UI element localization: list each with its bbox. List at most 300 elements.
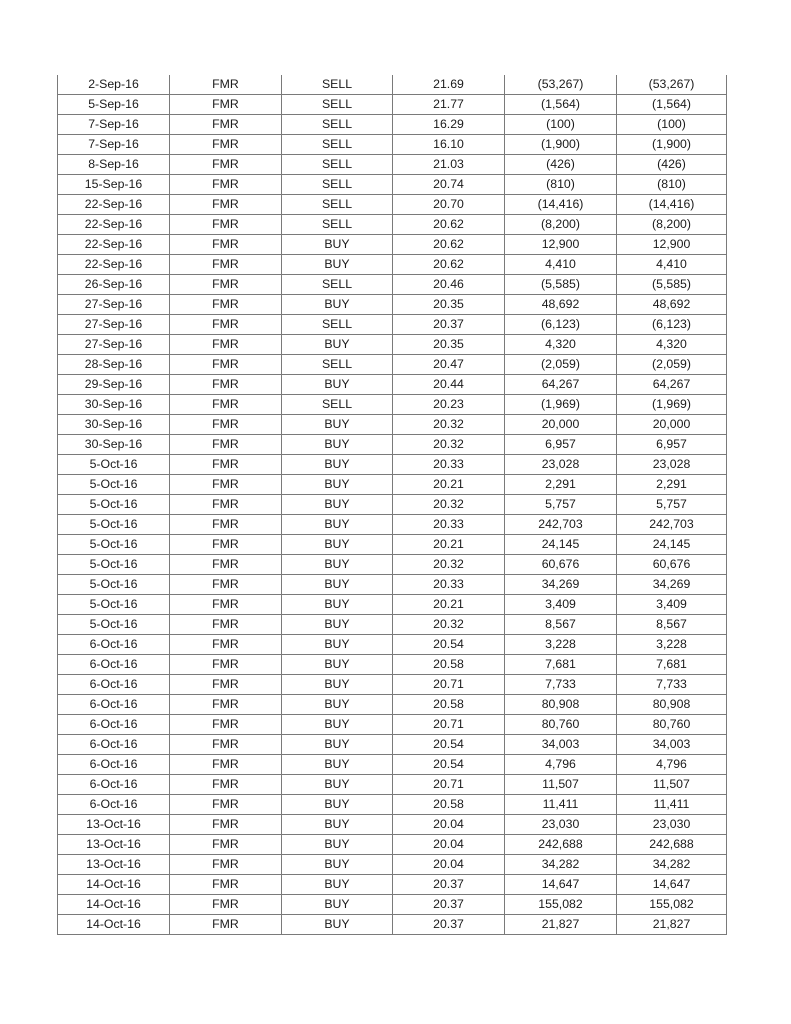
shares-change-total-cell: 80,760: [617, 715, 727, 735]
action-cell: SELL: [282, 215, 393, 235]
action-cell: SELL: [282, 155, 393, 175]
shares-change-total-cell: (1,900): [617, 135, 727, 155]
action-cell: BUY: [282, 255, 393, 275]
shares-change-total-cell: 60,676: [617, 555, 727, 575]
price-cell: 20.47: [393, 355, 505, 375]
action-cell: SELL: [282, 355, 393, 375]
table-row: [58, 115, 727, 135]
action-cell: BUY: [282, 575, 393, 595]
date-cell: 5-Oct-16: [58, 455, 170, 475]
shares-change-cell: 242,703: [505, 515, 617, 535]
date-cell: 6-Oct-16: [58, 655, 170, 675]
date-cell: 5-Oct-16: [58, 595, 170, 615]
holder-cell: FMR: [170, 515, 282, 535]
holder-cell: FMR: [170, 115, 282, 135]
table-row: [58, 575, 727, 595]
holder-cell: FMR: [170, 795, 282, 815]
holder-cell: FMR: [170, 195, 282, 215]
action-cell: BUY: [282, 655, 393, 675]
table-row: [58, 415, 727, 435]
action-cell: BUY: [282, 535, 393, 555]
date-cell: 5-Sep-16: [58, 95, 170, 115]
holder-cell: FMR: [170, 615, 282, 635]
date-cell: 29-Sep-16: [58, 375, 170, 395]
shares-change-total-cell: (53,267): [617, 75, 727, 95]
table-row: [58, 275, 727, 295]
price-cell: 20.62: [393, 235, 505, 255]
holder-cell: FMR: [170, 595, 282, 615]
action-cell: BUY: [282, 695, 393, 715]
holder-cell: FMR: [170, 875, 282, 895]
holder-cell: FMR: [170, 915, 282, 935]
price-cell: 20.04: [393, 855, 505, 875]
date-cell: 22-Sep-16: [58, 255, 170, 275]
date-cell: 22-Sep-16: [58, 235, 170, 255]
shares-change-total-cell: 80,908: [617, 695, 727, 715]
date-cell: 14-Oct-16: [58, 875, 170, 895]
shares-change-total-cell: 4,410: [617, 255, 727, 275]
table-row: [58, 335, 727, 355]
action-cell: BUY: [282, 735, 393, 755]
action-cell: BUY: [282, 915, 393, 935]
table-row: [58, 715, 727, 735]
date-cell: 6-Oct-16: [58, 675, 170, 695]
holder-cell: FMR: [170, 535, 282, 555]
holder-cell: FMR: [170, 835, 282, 855]
table-row: [58, 555, 727, 575]
table-row: [58, 835, 727, 855]
holder-cell: FMR: [170, 355, 282, 375]
shares-change-cell: 24,145: [505, 535, 617, 555]
shares-change-cell: 6,957: [505, 435, 617, 455]
transactions-table-body: [58, 75, 727, 935]
shares-change-cell: 11,507: [505, 775, 617, 795]
table-row: [58, 915, 727, 935]
price-cell: 20.04: [393, 815, 505, 835]
holder-cell: FMR: [170, 895, 282, 915]
date-cell: 7-Sep-16: [58, 115, 170, 135]
shares-change-total-cell: (426): [617, 155, 727, 175]
action-cell: BUY: [282, 875, 393, 895]
table-row: [58, 895, 727, 915]
price-cell: 20.37: [393, 915, 505, 935]
action-cell: BUY: [282, 515, 393, 535]
date-cell: 6-Oct-16: [58, 715, 170, 735]
action-cell: BUY: [282, 795, 393, 815]
shares-change-cell: (1,900): [505, 135, 617, 155]
holder-cell: FMR: [170, 155, 282, 175]
table-row: [58, 535, 727, 555]
shares-change-total-cell: 24,145: [617, 535, 727, 555]
shares-change-cell: 4,320: [505, 335, 617, 355]
table-row: [58, 675, 727, 695]
shares-change-total-cell: 7,681: [617, 655, 727, 675]
shares-change-total-cell: 34,269: [617, 575, 727, 595]
price-cell: 20.62: [393, 255, 505, 275]
table-row: [58, 235, 727, 255]
holder-cell: FMR: [170, 275, 282, 295]
holder-cell: FMR: [170, 215, 282, 235]
table-row: [58, 255, 727, 275]
shares-change-cell: (14,416): [505, 195, 617, 215]
holder-cell: FMR: [170, 135, 282, 155]
action-cell: SELL: [282, 95, 393, 115]
shares-change-cell: 34,282: [505, 855, 617, 875]
holder-cell: FMR: [170, 855, 282, 875]
action-cell: BUY: [282, 375, 393, 395]
holder-cell: FMR: [170, 395, 282, 415]
shares-change-cell: 23,028: [505, 455, 617, 475]
date-cell: 14-Oct-16: [58, 895, 170, 915]
shares-change-cell: 48,692: [505, 295, 617, 315]
shares-change-cell: 80,760: [505, 715, 617, 735]
shares-change-total-cell: 5,757: [617, 495, 727, 515]
action-cell: BUY: [282, 635, 393, 655]
shares-change-total-cell: (1,969): [617, 395, 727, 415]
price-cell: 20.37: [393, 895, 505, 915]
table-row: [58, 655, 727, 675]
price-cell: 20.62: [393, 215, 505, 235]
shares-change-cell: (53,267): [505, 75, 617, 95]
holder-cell: FMR: [170, 735, 282, 755]
price-cell: 20.32: [393, 415, 505, 435]
shares-change-total-cell: (6,123): [617, 315, 727, 335]
action-cell: BUY: [282, 775, 393, 795]
date-cell: 5-Oct-16: [58, 535, 170, 555]
table-row: [58, 735, 727, 755]
price-cell: 20.74: [393, 175, 505, 195]
table-row: [58, 135, 727, 155]
holder-cell: FMR: [170, 75, 282, 95]
date-cell: 13-Oct-16: [58, 855, 170, 875]
shares-change-cell: 11,411: [505, 795, 617, 815]
shares-change-cell: 23,030: [505, 815, 617, 835]
date-cell: 26-Sep-16: [58, 275, 170, 295]
action-cell: BUY: [282, 615, 393, 635]
date-cell: 13-Oct-16: [58, 835, 170, 855]
date-cell: 13-Oct-16: [58, 815, 170, 835]
shares-change-cell: 3,409: [505, 595, 617, 615]
table-row: [58, 75, 727, 95]
table-row: [58, 95, 727, 115]
shares-change-cell: 7,681: [505, 655, 617, 675]
table-row: [58, 695, 727, 715]
date-cell: 6-Oct-16: [58, 695, 170, 715]
transactions-table: [57, 75, 727, 935]
holder-cell: FMR: [170, 235, 282, 255]
shares-change-total-cell: 34,282: [617, 855, 727, 875]
table-row: [58, 875, 727, 895]
shares-change-total-cell: 21,827: [617, 915, 727, 935]
shares-change-cell: 242,688: [505, 835, 617, 855]
price-cell: 20.21: [393, 475, 505, 495]
date-cell: 8-Sep-16: [58, 155, 170, 175]
shares-change-total-cell: (5,585): [617, 275, 727, 295]
price-cell: 20.33: [393, 575, 505, 595]
date-cell: 30-Sep-16: [58, 395, 170, 415]
table-row: [58, 755, 727, 775]
price-cell: 20.54: [393, 635, 505, 655]
shares-change-cell: 14,647: [505, 875, 617, 895]
date-cell: 5-Oct-16: [58, 555, 170, 575]
table-row: [58, 475, 727, 495]
holder-cell: FMR: [170, 455, 282, 475]
holder-cell: FMR: [170, 495, 282, 515]
price-cell: 16.29: [393, 115, 505, 135]
action-cell: BUY: [282, 455, 393, 475]
shares-change-total-cell: 3,228: [617, 635, 727, 655]
action-cell: SELL: [282, 275, 393, 295]
price-cell: 20.58: [393, 695, 505, 715]
shares-change-cell: 2,291: [505, 475, 617, 495]
action-cell: BUY: [282, 475, 393, 495]
price-cell: 20.21: [393, 595, 505, 615]
price-cell: 20.54: [393, 735, 505, 755]
price-cell: 21.77: [393, 95, 505, 115]
date-cell: 15-Sep-16: [58, 175, 170, 195]
action-cell: BUY: [282, 715, 393, 735]
shares-change-cell: (8,200): [505, 215, 617, 235]
holder-cell: FMR: [170, 475, 282, 495]
action-cell: SELL: [282, 175, 393, 195]
shares-change-cell: (426): [505, 155, 617, 175]
date-cell: 27-Sep-16: [58, 295, 170, 315]
shares-change-total-cell: 64,267: [617, 375, 727, 395]
shares-change-total-cell: (810): [617, 175, 727, 195]
shares-change-total-cell: (2,059): [617, 355, 727, 375]
holder-cell: FMR: [170, 415, 282, 435]
table-row: [58, 795, 727, 815]
date-cell: 14-Oct-16: [58, 915, 170, 935]
shares-change-total-cell: 11,507: [617, 775, 727, 795]
table-row: [58, 635, 727, 655]
shares-change-cell: 155,082: [505, 895, 617, 915]
holder-cell: FMR: [170, 295, 282, 315]
shares-change-total-cell: 34,003: [617, 735, 727, 755]
shares-change-cell: 3,228: [505, 635, 617, 655]
table-row: [58, 155, 727, 175]
shares-change-total-cell: 4,320: [617, 335, 727, 355]
shares-change-cell: 21,827: [505, 915, 617, 935]
action-cell: BUY: [282, 335, 393, 355]
date-cell: 6-Oct-16: [58, 735, 170, 755]
price-cell: 20.21: [393, 535, 505, 555]
date-cell: 27-Sep-16: [58, 335, 170, 355]
shares-change-cell: 8,567: [505, 615, 617, 635]
table-row: [58, 375, 727, 395]
shares-change-cell: (6,123): [505, 315, 617, 335]
shares-change-cell: (1,564): [505, 95, 617, 115]
shares-change-total-cell: 11,411: [617, 795, 727, 815]
shares-change-total-cell: 4,796: [617, 755, 727, 775]
date-cell: 28-Sep-16: [58, 355, 170, 375]
action-cell: BUY: [282, 555, 393, 575]
shares-change-total-cell: (100): [617, 115, 727, 135]
price-cell: 20.46: [393, 275, 505, 295]
price-cell: 20.35: [393, 295, 505, 315]
shares-change-cell: 64,267: [505, 375, 617, 395]
action-cell: BUY: [282, 235, 393, 255]
price-cell: 20.37: [393, 315, 505, 335]
table-row: [58, 315, 727, 335]
table-row: [58, 775, 727, 795]
action-cell: BUY: [282, 595, 393, 615]
date-cell: 5-Oct-16: [58, 495, 170, 515]
price-cell: 20.71: [393, 675, 505, 695]
table-row: [58, 355, 727, 375]
price-cell: 21.03: [393, 155, 505, 175]
holder-cell: FMR: [170, 775, 282, 795]
table-row: [58, 195, 727, 215]
holder-cell: FMR: [170, 375, 282, 395]
holder-cell: FMR: [170, 575, 282, 595]
shares-change-total-cell: (8,200): [617, 215, 727, 235]
action-cell: BUY: [282, 855, 393, 875]
shares-change-cell: 20,000: [505, 415, 617, 435]
price-cell: 20.54: [393, 755, 505, 775]
price-cell: 20.35: [393, 335, 505, 355]
price-cell: 20.71: [393, 775, 505, 795]
shares-change-total-cell: 8,567: [617, 615, 727, 635]
date-cell: 2-Sep-16: [58, 75, 170, 95]
holder-cell: FMR: [170, 435, 282, 455]
price-cell: 20.32: [393, 435, 505, 455]
action-cell: SELL: [282, 115, 393, 135]
action-cell: SELL: [282, 195, 393, 215]
action-cell: SELL: [282, 395, 393, 415]
shares-change-total-cell: 12,900: [617, 235, 727, 255]
action-cell: BUY: [282, 835, 393, 855]
date-cell: 5-Oct-16: [58, 515, 170, 535]
shares-change-total-cell: 242,703: [617, 515, 727, 535]
shares-change-total-cell: 242,688: [617, 835, 727, 855]
shares-change-cell: (2,059): [505, 355, 617, 375]
holder-cell: FMR: [170, 695, 282, 715]
date-cell: 6-Oct-16: [58, 775, 170, 795]
date-cell: 5-Oct-16: [58, 475, 170, 495]
holder-cell: FMR: [170, 755, 282, 775]
price-cell: 20.44: [393, 375, 505, 395]
date-cell: 27-Sep-16: [58, 315, 170, 335]
table-row: [58, 295, 727, 315]
price-cell: 20.32: [393, 555, 505, 575]
date-cell: 30-Sep-16: [58, 435, 170, 455]
action-cell: BUY: [282, 435, 393, 455]
shares-change-cell: 4,410: [505, 255, 617, 275]
price-cell: 20.32: [393, 495, 505, 515]
shares-change-cell: (5,585): [505, 275, 617, 295]
date-cell: 7-Sep-16: [58, 135, 170, 155]
price-cell: 20.23: [393, 395, 505, 415]
holder-cell: FMR: [170, 335, 282, 355]
holder-cell: FMR: [170, 815, 282, 835]
holder-cell: FMR: [170, 555, 282, 575]
shares-change-cell: (810): [505, 175, 617, 195]
price-cell: 16.10: [393, 135, 505, 155]
date-cell: 5-Oct-16: [58, 615, 170, 635]
date-cell: 6-Oct-16: [58, 635, 170, 655]
table-row: [58, 855, 727, 875]
table-row: [58, 455, 727, 475]
shares-change-total-cell: 155,082: [617, 895, 727, 915]
table-row: [58, 175, 727, 195]
holder-cell: FMR: [170, 715, 282, 735]
table-row: [58, 515, 727, 535]
price-cell: 20.71: [393, 715, 505, 735]
price-cell: 21.69: [393, 75, 505, 95]
table-row: [58, 435, 727, 455]
price-cell: 20.33: [393, 515, 505, 535]
date-cell: 6-Oct-16: [58, 795, 170, 815]
action-cell: SELL: [282, 135, 393, 155]
price-cell: 20.32: [393, 615, 505, 635]
shares-change-total-cell: 20,000: [617, 415, 727, 435]
price-cell: 20.58: [393, 795, 505, 815]
shares-change-total-cell: 3,409: [617, 595, 727, 615]
shares-change-cell: (1,969): [505, 395, 617, 415]
shares-change-cell: 60,676: [505, 555, 617, 575]
price-cell: 20.04: [393, 835, 505, 855]
action-cell: BUY: [282, 415, 393, 435]
holder-cell: FMR: [170, 95, 282, 115]
table-row: [58, 495, 727, 515]
shares-change-cell: 34,269: [505, 575, 617, 595]
shares-change-total-cell: 2,291: [617, 475, 727, 495]
price-cell: 20.70: [393, 195, 505, 215]
date-cell: 6-Oct-16: [58, 755, 170, 775]
action-cell: BUY: [282, 495, 393, 515]
holder-cell: FMR: [170, 315, 282, 335]
shares-change-cell: (100): [505, 115, 617, 135]
shares-change-total-cell: 23,028: [617, 455, 727, 475]
shares-change-total-cell: 23,030: [617, 815, 727, 835]
action-cell: BUY: [282, 815, 393, 835]
date-cell: 30-Sep-16: [58, 415, 170, 435]
shares-change-total-cell: 7,733: [617, 675, 727, 695]
shares-change-total-cell: (14,416): [617, 195, 727, 215]
holder-cell: FMR: [170, 675, 282, 695]
action-cell: BUY: [282, 675, 393, 695]
action-cell: BUY: [282, 895, 393, 915]
shares-change-cell: 7,733: [505, 675, 617, 695]
price-cell: 20.58: [393, 655, 505, 675]
shares-change-cell: 34,003: [505, 735, 617, 755]
table-row: [58, 815, 727, 835]
shares-change-cell: 5,757: [505, 495, 617, 515]
table-row: [58, 395, 727, 415]
shares-change-cell: 80,908: [505, 695, 617, 715]
shares-change-cell: 4,796: [505, 755, 617, 775]
holder-cell: FMR: [170, 175, 282, 195]
table-row: [58, 615, 727, 635]
holder-cell: FMR: [170, 635, 282, 655]
shares-change-total-cell: 14,647: [617, 875, 727, 895]
price-cell: 20.37: [393, 875, 505, 895]
shares-change-total-cell: 6,957: [617, 435, 727, 455]
table-row: [58, 595, 727, 615]
action-cell: SELL: [282, 75, 393, 95]
date-cell: 5-Oct-16: [58, 575, 170, 595]
table-row: [58, 215, 727, 235]
action-cell: BUY: [282, 755, 393, 775]
action-cell: BUY: [282, 295, 393, 315]
price-cell: 20.33: [393, 455, 505, 475]
shares-change-total-cell: 48,692: [617, 295, 727, 315]
date-cell: 22-Sep-16: [58, 215, 170, 235]
shares-change-total-cell: (1,564): [617, 95, 727, 115]
holder-cell: FMR: [170, 655, 282, 675]
shares-change-cell: 12,900: [505, 235, 617, 255]
